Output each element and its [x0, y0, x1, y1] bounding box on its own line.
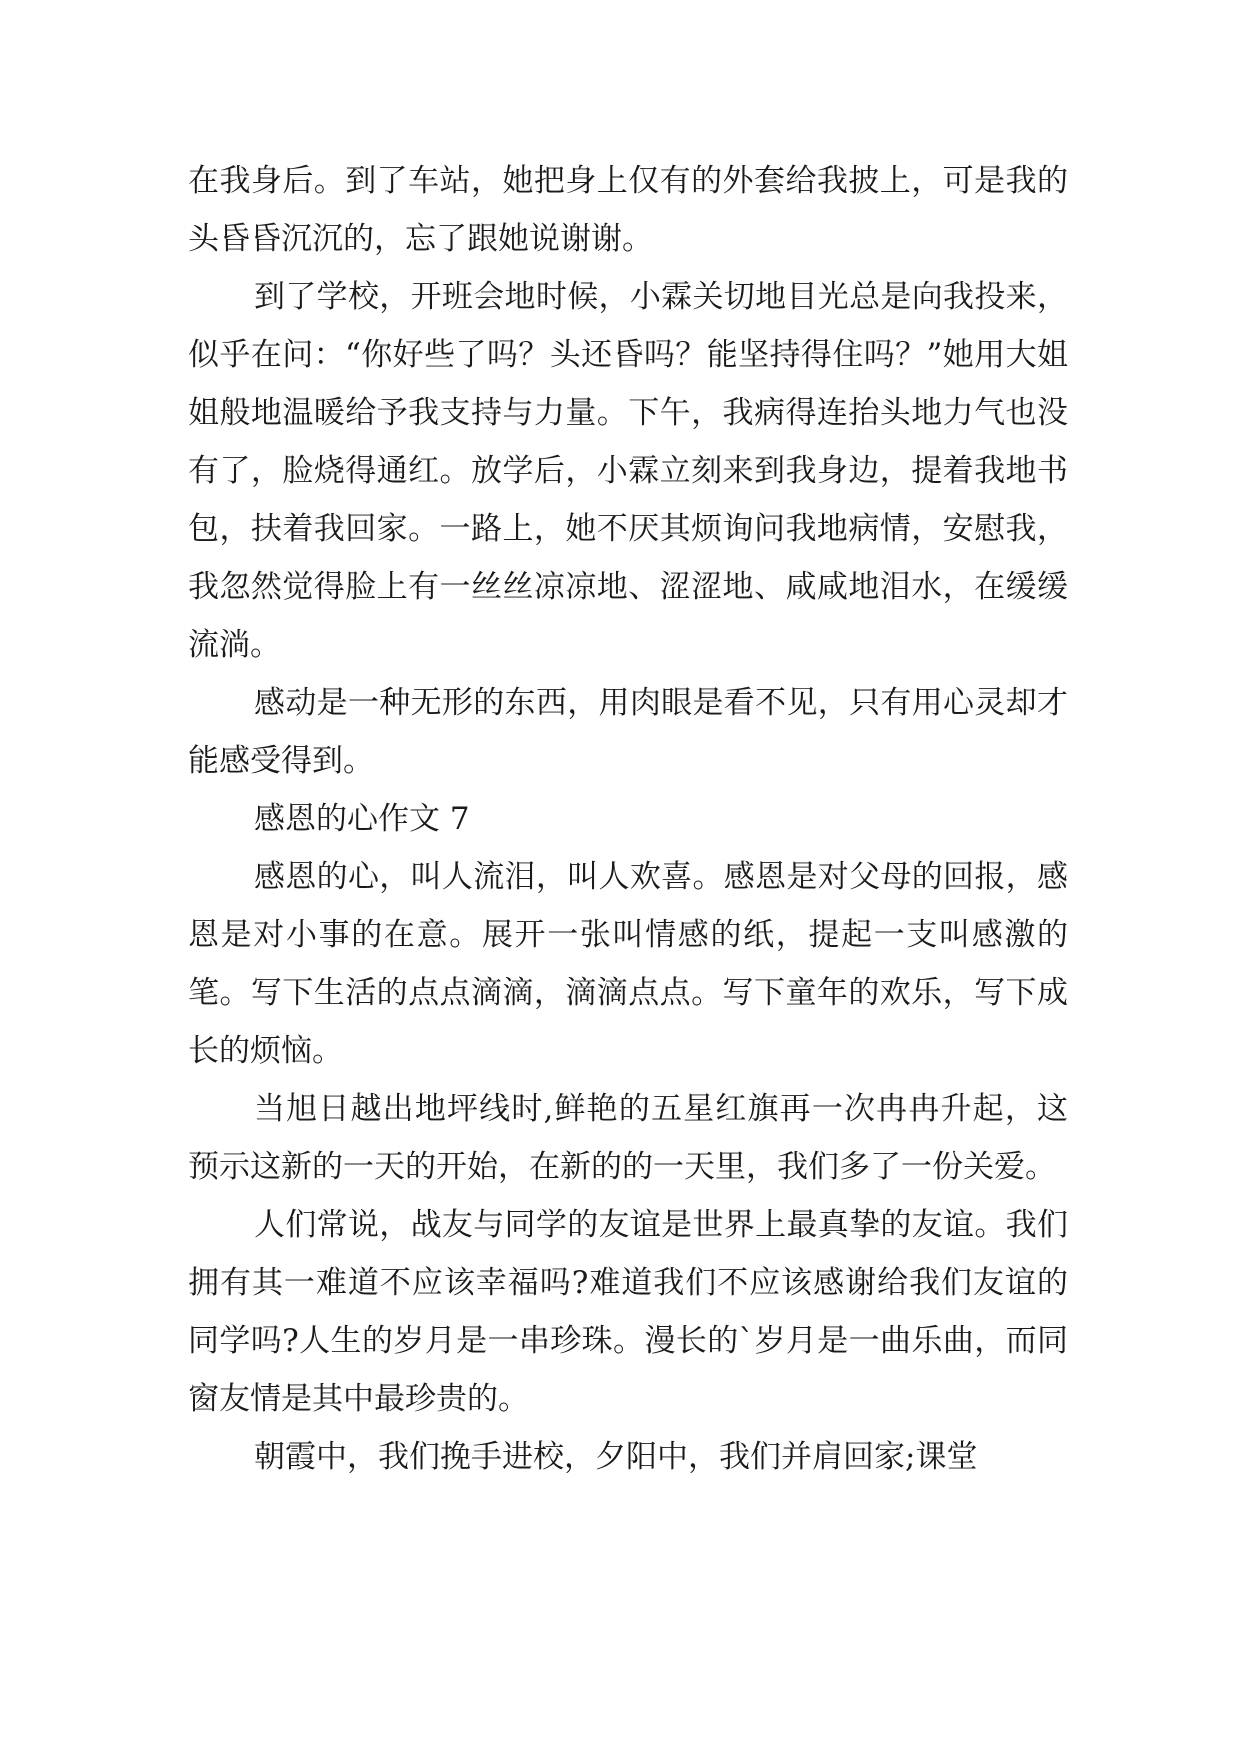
section-heading: 感恩的心作文 7 [254, 801, 470, 837]
paragraph-6: 人们常说，战友与同学的友谊是世界上最真挚的友谊。我们拥有其一难道不应该幸福吗?难道我们不应该感谢给我们友谊的同学吗?人生的岁月是一串珍珠。漫长的`岁月是一曲乐曲，而同窗友情是其中最珍贵的。 [188, 1207, 1068, 1417]
paragraph-4: 感恩的心，叫人流泪，叫人欢喜。感恩是对父母的回报，感恩是对小事的在意。展开一张叫情感的纸，提起一支叫感激的笔。写下生活的点点滴滴，滴滴点点。写下童年的欢乐，写下成长的烦恼。 [188, 859, 1068, 1069]
paragraph-3: 感动是一种无形的东西，用肉眼是看不见，只有用心灵却才能感受得到。 [188, 685, 1068, 779]
paragraph-2: 到了学校，开班会地时候，小霖关切地目光总是向我投来，似乎在问：“你好些了吗？头还昏吗？能坚持得住吗？”她用大姐姐般地温暖给予我支持与力量。下午，我病得连抬头地力气也没有了，脸烧得通红。放学后，小霖立刻来到我身边，提着我地书包，扶着我回家。一路上，她不厌其烦询问我地病情，安慰我，我忽然觉得脸上有一丝丝凉凉地、涩涩地、咸咸地泪水，在缓缓流淌。 [188, 279, 1068, 663]
document-body [188, 152, 1068, 1486]
paragraph-1: 在我身后。到了车站，她把身上仅有的外套给我披上，可是我的头昏昏沉沉的，忘了跟她说谢谢。 [188, 163, 1068, 257]
paragraph-5: 当旭日越出地坪线时,鲜艳的五星红旗再一次冉冉升起，这预示这新的一天的开始，在新的的一天里，我们多了一份关爱。 [188, 1091, 1068, 1185]
paragraph-7: 朝霞中，我们挽手进校，夕阳中，我们并肩回家;课堂 [254, 1439, 978, 1475]
